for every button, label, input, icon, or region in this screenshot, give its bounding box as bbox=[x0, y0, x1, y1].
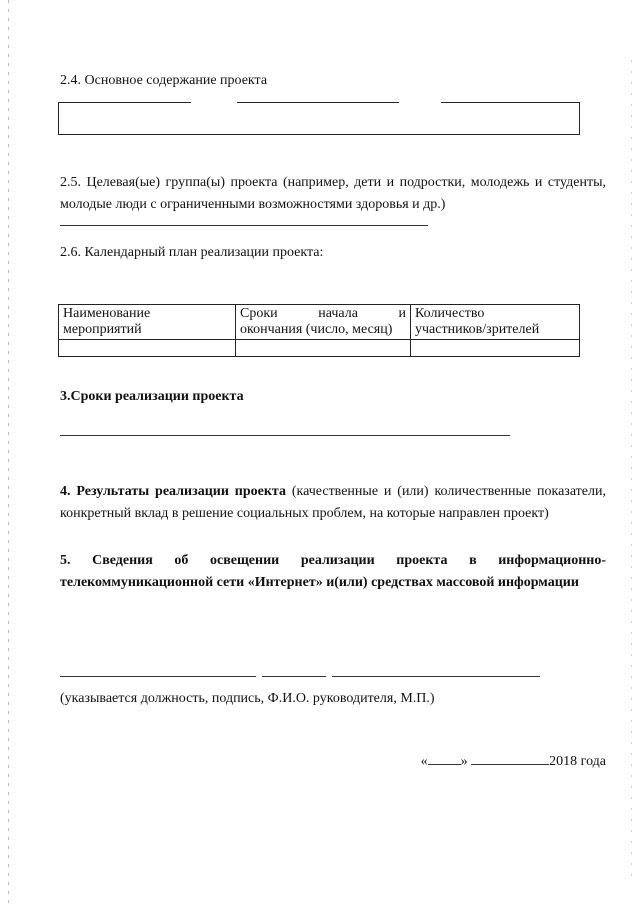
header-cell-text: окончания (число, месяц) bbox=[240, 322, 393, 337]
section-2-4-heading: 2.4. Основное содержание проекта bbox=[60, 73, 268, 88]
header-cell-dates bbox=[236, 305, 411, 340]
header-cell-participants bbox=[411, 305, 580, 340]
section-3-heading: 3.Сроки реализации проекта bbox=[60, 389, 244, 404]
calendar-plan-table bbox=[58, 304, 580, 357]
section-2-5-text: 2.5. Целевая(ые) группа(ы) проекта (например, дети и подростки, молодежь и студенты, молодые люди с ограниченными возможностями здоровья и др.) bbox=[60, 175, 606, 212]
scan-edge-right bbox=[631, 60, 632, 880]
scan-edge-left bbox=[8, 0, 9, 905]
signature-line-name[interactable] bbox=[332, 676, 540, 677]
section-5-text: 5. Сведения об освещении реализации проекта в информационно-телекоммуникационной сети «Интернет» и(или) средствах массовой информации bbox=[60, 553, 606, 590]
project-content-field[interactable] bbox=[58, 102, 580, 135]
year-text: 2018 года bbox=[549, 754, 606, 769]
header-cell-text: Количество bbox=[415, 306, 485, 321]
header-cell-text: участников/зрителей bbox=[415, 322, 540, 337]
day-blank[interactable] bbox=[428, 752, 461, 765]
section-4-lead: 4. Результаты реализации проекта bbox=[60, 484, 286, 499]
table-cell[interactable] bbox=[411, 340, 580, 357]
table-header-row bbox=[59, 305, 580, 340]
header-cell-events bbox=[59, 305, 236, 340]
header-cell-text: Сроки начала и bbox=[240, 306, 406, 321]
section-4-rest: (качественные и (или) количественные показатели, конкретный вклад в решение социальных проблем, на которые направлен проект) bbox=[60, 484, 606, 521]
project-dates-fill-line[interactable] bbox=[60, 435, 510, 436]
signature-line-sign[interactable] bbox=[262, 676, 326, 677]
signature-caption: (указывается должность, подпись, Ф.И.О. руководителя, М.П.) bbox=[60, 691, 435, 706]
date-open-quote: « bbox=[420, 754, 428, 769]
header-cell-text: Наименование bbox=[63, 306, 151, 321]
date-line bbox=[421, 752, 606, 770]
target-group-fill-line[interactable] bbox=[60, 225, 428, 226]
header-cell-text: мероприятий bbox=[63, 322, 142, 337]
table-row bbox=[59, 340, 580, 357]
section-2-6-heading: 2.6. Календарный план реализации проекта: bbox=[60, 245, 324, 260]
date-close-quote: » bbox=[460, 754, 468, 769]
table-cell[interactable] bbox=[59, 340, 236, 357]
signature-line-position[interactable] bbox=[60, 676, 256, 677]
month-blank[interactable] bbox=[471, 752, 549, 765]
table-cell[interactable] bbox=[236, 340, 411, 357]
section-4-text bbox=[60, 481, 606, 525]
